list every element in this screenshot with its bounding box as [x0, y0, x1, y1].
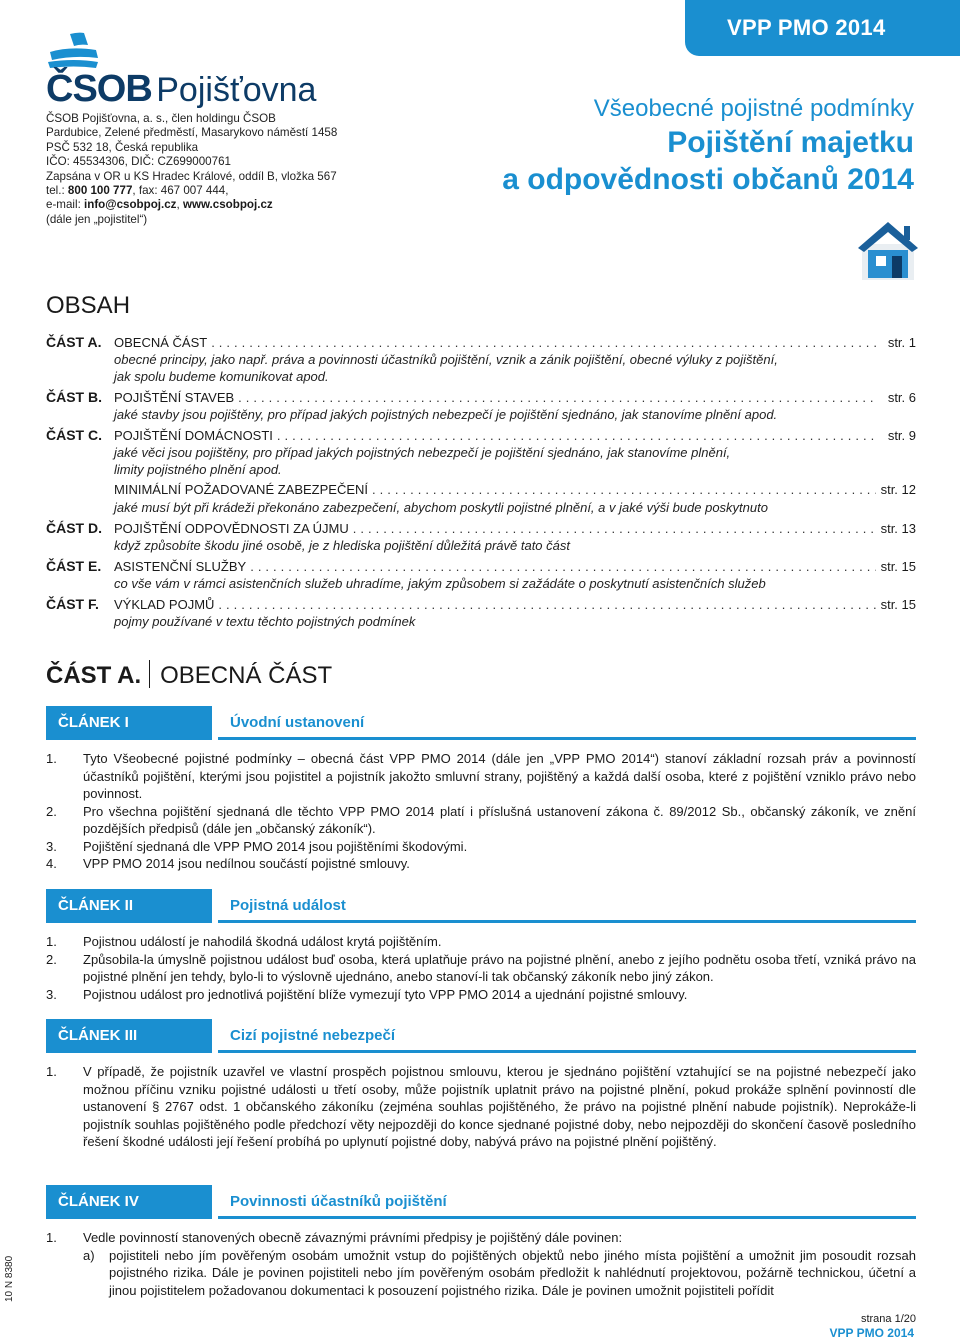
article-3	[46, 1019, 916, 1151]
toc-description	[46, 406, 916, 423]
tel-prefix: tel.:	[46, 184, 68, 198]
toc-desc-line: co vše vám v rámci asistenčních služeb uhradíme, jakým způsobem si zažádáte o poskytnutí asistenčních služeb	[114, 576, 766, 591]
article-label: ČLÁNEK III	[46, 1019, 212, 1053]
toc-page: str. 15	[880, 559, 916, 574]
article-body	[46, 750, 916, 873]
toc-part-label: ČÁST A.	[46, 334, 102, 350]
logo-name: Pojišťovna	[156, 71, 317, 109]
part-label: ČÁST A.	[46, 662, 142, 689]
list-item	[46, 803, 916, 838]
list-item	[46, 933, 916, 951]
list-item	[46, 951, 916, 986]
sub-item-text: pojistiteli nebo jím pověřeným osobám umožnit vstup do pojištěných objektů nebo jiného místa pojištění a umožnit jim posoudit rozsah pojistného rizika. Dále je povinen pojistiteli nebo jím pověřeným osobám předložit k nahlédnutí projektovou, požárně technickou, účetní a jinou pojistitelem požadovanou dokumentaci k posouzení pojistného rizika. Dále je povinen umožnit pojistiteli pořídit	[109, 1247, 916, 1298]
item-number: 1.	[46, 1064, 57, 1079]
web-sep: ,	[176, 198, 183, 212]
article-title: Povinnosti účastníků pojištění	[230, 1193, 447, 1210]
toc-entry-e[interactable]	[46, 558, 916, 575]
toc-page: str. 6	[887, 390, 916, 405]
article-label: ČLÁNEK II	[46, 889, 212, 923]
article-label: ČLÁNEK IV	[46, 1185, 212, 1219]
toc-page: str. 1	[887, 335, 916, 350]
doc-title-line3: a odpovědnosti občanů 2014	[502, 163, 914, 196]
toc-description	[46, 575, 916, 592]
item-number: 2.	[46, 951, 57, 967]
fax: , fax: 467 007 444,	[132, 184, 229, 198]
toc-part-label: ČÁST B.	[46, 389, 102, 405]
toc-part-label: ČÁST C.	[46, 427, 102, 443]
article-2	[46, 889, 916, 1003]
company-note: (dále jen „pojistitel“)	[46, 212, 148, 226]
article-header	[46, 1185, 916, 1219]
list-item	[46, 1063, 916, 1151]
list-item	[46, 1247, 916, 1300]
toc-desc-line: když způsobíte škodu jiné osobě, je z hlediska pojištění důležitá právě tato část	[114, 538, 570, 553]
toc-description	[46, 351, 916, 385]
toc-leader	[211, 335, 876, 350]
article-header	[46, 706, 916, 740]
toc-description	[46, 613, 916, 630]
item-text: Pro všechna pojištění sjednaná dle těchto VPP PMO 2014 platí i příslušná ustanovení zákona č. 89/2012 Sb., občanský zákoník, ve znění pozdějších předpisů (dále jen „občanský zákoník“).	[83, 803, 916, 836]
toc-page: str. 12	[880, 482, 916, 497]
tel-number: 800 100 777	[67, 184, 133, 198]
sub-item-letter: a)	[83, 1247, 95, 1263]
company-line: IČO: 45534306, DIČ: CZ699000761	[46, 155, 231, 169]
house-icon	[856, 218, 926, 282]
toc-leader	[277, 428, 876, 443]
item-number: 4.	[46, 856, 57, 871]
item-text: Pojištění sjednaná dle VPP PMO 2014 jsou pojištěními škodovými.	[83, 838, 468, 854]
toc-desc-line: jaké musí být při krádeži překonáno zabezpečení, abychom poskytli pojistné plnění, a v jaké výši bude poskytnuto	[114, 500, 768, 515]
company-line: Zapsána v OR u KS Hradec Králové, oddíl B, vložka 567	[46, 169, 337, 183]
article-4	[46, 1185, 916, 1299]
article-title: Cizí pojistné nebezpečí	[230, 1027, 396, 1044]
doc-title-line2: Pojištění majetku	[667, 126, 914, 159]
toc-description	[46, 499, 916, 516]
article-label: ČLÁNEK I	[46, 706, 212, 740]
toc-part-name: VÝKLAD POJMŮ	[114, 597, 215, 612]
toc-entry-b[interactable]	[46, 389, 916, 406]
item-text: VPP PMO 2014 jsou nedílnou součástí pojistné smlouvy.	[83, 856, 410, 871]
toc-entry-c-sub[interactable]	[46, 482, 916, 499]
toc-leader	[238, 390, 876, 405]
toc-page: str. 15	[880, 597, 916, 612]
item-number: 3.	[46, 838, 57, 854]
table-of-contents	[46, 334, 916, 634]
item-text: Způsobila-la úmyslně pojistnou událost buď osoba, která uplatňuje právo na pojistné plnění, anebo z jejího podnětu osoba třetí, vzniká právo na pojistné plnění jen tehdy, bylo-li to výslovně ujednáno, anebo stanoví-li tak občanský zákoník nebo jiný zákon.	[83, 951, 916, 984]
item-text: Pojistnou událost pro jednotlivá pojištění blíže vymezují tyto VPP PMO 2014 a ujednání pojistné smlouvy.	[83, 986, 688, 1002]
list-item	[46, 750, 916, 803]
toc-entry-f[interactable]	[46, 596, 916, 613]
list-item	[46, 855, 916, 873]
toc-part-label: ČÁST F.	[46, 596, 99, 612]
toc-heading: OBSAH	[46, 292, 131, 319]
toc-leader	[353, 521, 876, 536]
page-number: strana 1/20	[860, 1313, 916, 1325]
company-line: PSČ 532 18, Česká republika	[46, 140, 199, 154]
article-title: Úvodní ustanovení	[230, 714, 365, 731]
article-body	[46, 1229, 916, 1299]
toc-part-label: ČÁST D.	[46, 520, 102, 536]
toc-part-name: MINIMÁLNÍ POŽADOVANÉ ZABEZPEČENÍ	[114, 482, 369, 497]
item-number: 1.	[46, 751, 57, 766]
web-link[interactable]: www.csobpoj.cz	[182, 198, 273, 212]
part-separator	[149, 660, 150, 688]
toc-part-name: POJIŠTĚNÍ ODPOVĚDNOSTI ZA ÚJMU	[114, 521, 349, 536]
document-code	[0, 1222, 28, 1310]
item-indent	[46, 1247, 83, 1300]
item-text: Pojistnou událostí je nahodilá škodná událost krytá pojištěním.	[83, 934, 442, 949]
item-text: Tyto Všeobecné pojistné podmínky – obecná část VPP PMO 2014 (dále jen „VPP PMO 2014“) stanoví základní rozsah práv a povinností účastníků pojištění, kterými jsou pojistitel a pojistník jakožto smluvní strany, pojištěný a každá další osoba, které z pojištění vzniklo právo nebo povinnost.	[83, 751, 916, 801]
item-text: V případě, že pojistník uzavřel ve vlastní prospěch pojistnou smlouvu, kterou je sjednáno pojištění vztahující se na pojistné nebezpečí jako možnou příčinu vzniku pojistné události u třetí osoby, může pojistník uplatnit právo na pojistné plnění, pokud prokáže splnění povinností dle ustanovení § 2767 odst. 1 občanského zákoníku (zejména souhlas pojištěného, že právo na pojistné plnění nabude pojistník). Neprokáže-li pojistník souhlas pojištěného podle předchozí věty nejpozději do konce sjednané pojistné doby, nebo nejpozději do skončení časově posledního řešení škodné události její řešení probíhá po uplynutí pojistné doby, nabývá právo na pojistné plnění pojištěný.	[83, 1064, 916, 1149]
list-item	[46, 986, 916, 1004]
doc-title-main	[314, 124, 914, 198]
toc-part-name: POJIŠTĚNÍ STAVEB	[114, 390, 235, 405]
toc-desc-line: obecné principy, jako např. práva a povinnosti účastníků pojištění, vznik a zánik pojištění, obecné výluky z pojištění,	[114, 352, 778, 367]
sub-item	[83, 1247, 916, 1300]
article-body	[46, 933, 916, 1003]
item-number: 1.	[46, 1230, 57, 1245]
program-badge: VPP PMO 2014	[685, 0, 960, 56]
article-body	[46, 1063, 916, 1151]
company-line: ČSOB Pojišťovna, a. s., člen holdingu ČSOB	[46, 112, 276, 125]
article-title: Pojistná událost	[230, 897, 346, 914]
article-header	[46, 1019, 916, 1053]
csob-logo	[46, 28, 317, 110]
toc-leader	[218, 597, 876, 612]
article-1	[46, 706, 916, 873]
toc-leader	[250, 559, 876, 574]
toc-entry-d[interactable]	[46, 520, 916, 537]
list-item	[46, 838, 916, 856]
toc-part-name: POJIŠTĚNÍ DOMÁCNOSTI	[114, 428, 273, 443]
toc-page: str. 9	[887, 428, 916, 443]
email-prefix: e-mail:	[46, 198, 85, 212]
toc-leader	[372, 482, 876, 497]
doc-title-line1: Všeobecné pojistné podmínky	[593, 95, 914, 122]
article-header	[46, 889, 916, 923]
list-item	[46, 1229, 916, 1247]
toc-part-label: ČÁST E.	[46, 558, 102, 574]
company-web	[46, 198, 386, 212]
document-code-text: 10 N 8380	[4, 1255, 15, 1302]
toc-desc-line: pojmy používané v textu těchto pojistných podmínek	[114, 614, 416, 629]
item-number: 3.	[46, 986, 57, 1002]
item-number: 1.	[46, 934, 57, 949]
toc-page: str. 13	[880, 521, 916, 536]
item-number: 2.	[46, 803, 57, 819]
part-title: OBECNÁ ČÁST	[160, 662, 333, 689]
toc-entry-c[interactable]	[46, 427, 916, 444]
toc-part-name: OBECNÁ ČÁST	[114, 335, 208, 350]
logo-brand: ČSOB	[46, 68, 152, 110]
toc-description	[46, 537, 916, 554]
toc-description	[46, 444, 916, 478]
toc-desc-line: jaké stavby jsou pojištěny, pro případ jakých pojistných nebezpečí je pojištění sjednáno, jak stanovíme plnění apod.	[114, 407, 778, 422]
toc-part-name: ASISTENČNÍ SLUŽBY	[114, 559, 247, 574]
item-text: Vedle povinností stanovených obecně závaznými právními předpisy je pojištěný dále povinen:	[83, 1230, 623, 1245]
toc-desc-line: jaké věci jsou pojištěny, pro případ jakých pojistných nebezpečí je pojištění sjednáno, jak stanovíme plnění,	[114, 445, 731, 460]
toc-entry-a[interactable]	[46, 334, 916, 351]
toc-desc-line: limity pojistného plnění apod.	[114, 462, 282, 477]
company-line: Pardubice, Zelené předměstí, Masarykovo náměstí 1458	[46, 126, 338, 140]
footer-program: VPP PMO 2014	[829, 1326, 914, 1338]
toc-desc-line: jak spolu budeme komunikovat apod.	[114, 369, 329, 384]
part-heading	[46, 660, 332, 690]
email-link[interactable]: info@csobpoj.cz	[84, 198, 177, 212]
